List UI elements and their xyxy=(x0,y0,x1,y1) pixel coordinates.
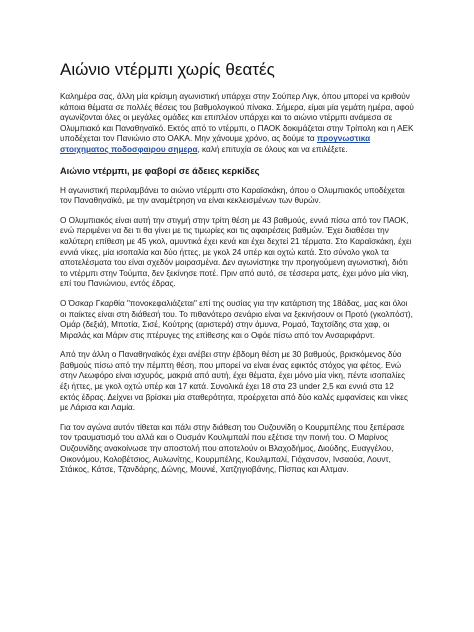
intro-text-after-link: , καλή επιτυχία σε όλους και να επιλέξετε. xyxy=(197,144,348,154)
paragraph-olympiacos: Ο Ολυμπιακός είναι αυτή την στιγμή στην τρίτη θέση με 43 βαθμούς, εννιά πίσω από τον ΠΑΟΚ, ενώ περιμένει να δει τι θα γίνει με τις τιμωρίες και τις αφαιρέσεις βαθμών. Έχει διαθέσει την καλύτερη επίθεση με 45 γκολ, αμυντικά έχει κενά και έχει δεχτεί 21 τέρματα. Στο Καραϊσκάκη, έχει εννιά νίκες, μία ισοπαλία και δύο ήττες, με γκολ 24 υπέρ και οχτώ κατά. Στο σύνολο γκολ τα αποτελέσματα του είναι σχεδόν μοιρασμένα. Δεν αγωνίστηκε την προηγούμενη αγωνιστική, διότι το ντέρμπι στην Τούμπα, δεν ξεκίνησε ποτέ. Πριν από αυτό, σε τέσσερα ματς, έχει μόνο μία νίκη, επί του Πανιώνιου, εντός έδρας. xyxy=(60,215,412,289)
paragraph-garcia: Ο Όσκαρ Γκαρθία "πονοκεφαλιάζεται" επί της ουσίας για την κατάρτιση της 18άδας, μας και όλοι οι παίκτες είναι στη διάθεσή του. Το πιθανότερο σενάριο είναι να ξεκινήσουν οι Προτό (γκολπόστ), Ομάρ (δεξιά), Μποτία, Σισέ, Κούτρης (αριστερά) στην άμυνα, Ρομαό, Ταχτσίδης στα χαφ, οι Μιραλάς και Μάριν στις πτέρυγες της επίθεσης και ο Οφόε πίσω από τον Ανσαριφάρντ. xyxy=(60,298,413,340)
intro-text-before-link: Καλημέρα σας, άλλη μία κρίσιμη αγωνιστική υπάρχει στην Σούπερ Λιγκ, όπου μπορεί να κριθούν κάποια θέματα σε πολλές θέσεις του βαθμολογικού πίνακα. Σήμερα, είμαι μία γεμάτη ημέρα, αφού αγωνίζονται όλες οι μεγάλες ομάδες και επιπλέον υπάρχει και το αιώνιο ντέρμπι ανάμεσα σε Ολυμπιακό και Παναθηναϊκό. Εκτός από το ντέρμπι, ο ΠΑΟΚ δοκιμάζεται στην Τρίπολη και η ΑΕΚ υποδέχεται τον Πανιώνιο στο ΟΑΚΑ. Μην χάνουμε χρόνο, ας δούμε τα xyxy=(60,92,414,144)
section-subheading: Αιώνιο ντέρμπι, με φαβορί σε άδειες κερκίδες xyxy=(60,165,260,176)
paragraph-squad: Για τον αγώνα αυτόν τίθεται και πάλι στην διάθεση του Ουζουνίδη ο Κουρμπέλης που ξεπέρασε τον τραυματισμό του αλλά και ο Ουσμάν Κουλιμπαλί που εξέτισε την ποινή του. Ο Μαρίνος Ουζουνίδης ανακοίνωσε την αποστολή που αποτελούν οι Βλαχοδήμος, Διούδης, Ευαγγέλου, Οικονόμου, Κολοβέτσιος, Αυλωνίτης, Κουρμπέλης, Κουλιμπαλί, Γιόχανσον, Ινσαούα, Λουντ, Στάικος, Κάτσε, Τζανδάρης, Δώνης, Μουνιέ, Χατζηγιοβάνης, Πίσπας και Αλτμαν. xyxy=(60,422,405,475)
paragraph-panathinaikos: Από την άλλη ο Παναθηναϊκός έχει ανέβει στην έβδομη θέση με 30 βαθμούς, βρισκόμενος δύο βαθμούς πίσω από την πέμπτη θέση, που μπορεί να είναι ένας εφικτός στόχος για φέτος. Ενώ στην Λεωφόρο είναι ισχυρός, μακριά από αυτή, έχει θέματα, έχει μόνο μία νίκη, πέντε ισοπαλίες έξι ήττες, με γκολ οχτώ υπέρ και 17 κατά. Συνολικά έχει 18 στα 23 under 2,5 και εννιά στα 12 εκτός έδρας. Δείχνει να βρίσκει μία σταθερότητα, προέρχεται από δύο καλές εμφανίσεις και νίκες με Λάρισα και Λαμία. xyxy=(60,350,408,413)
document-page xyxy=(60,60,414,485)
article-title: Αιώνιο ντέρμπι χωρίς θεατές xyxy=(60,60,275,79)
predictions-link[interactable]: προγνωστικα στοιχηματος ποδοσφαιρου σημερα xyxy=(60,134,371,154)
paragraph-derby: Η αγωνιστική περιλαμβάνει το αιώνιο ντέρμπι στο Καραϊσκάκη, όπου ο Ολυμπιακός υποδέχεται τον Παναθηναϊκό, με την αναμέτρηση να είναι κεκλεισμένων των θυρών. xyxy=(60,185,405,206)
intro-paragraph xyxy=(60,92,414,156)
